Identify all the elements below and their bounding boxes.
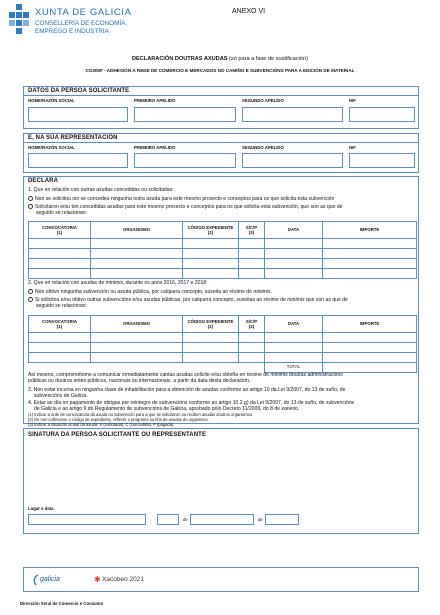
- aids-table-2: [28, 315, 417, 373]
- aids-table-1: [28, 221, 417, 279]
- month-field[interactable]: [190, 514, 254, 525]
- radio-icon[interactable]: [28, 204, 33, 209]
- table-row[interactable]: [29, 269, 417, 279]
- rep-name-label: NOME/RAZÓN SOCIAL: [28, 145, 75, 150]
- place-field[interactable]: [28, 514, 146, 525]
- applicant-surname1-field[interactable]: [134, 107, 236, 122]
- dept-line-1: CONSELLERÍA DE ECONOMÍA,: [35, 20, 128, 27]
- q1-option-no[interactable]: Non se solicitou nin se concedeu ningunha outra axuda para este mesmo proxecto e conceptos para os que solicita esta subvención: [28, 196, 334, 203]
- footer-logos: [23, 567, 419, 592]
- de-sep-1: de: [183, 517, 188, 522]
- applicant-nif-label: NIF: [349, 98, 356, 103]
- footnote-2: (2) De non coñecerse o código de expediente, reflectir o programa ou liña de axudas do organismo.: [28, 417, 209, 422]
- applicant-surname2-field[interactable]: [242, 107, 343, 122]
- declares-heading: DECLARA: [28, 178, 59, 184]
- commitment-text: Así mesmo, comprométome a comunicar inmediatamente cantas axudas solicite e/ou obteña en réxime de minimis doutras administracións públicas ou doutros entes públicos, nacionais ou internacionais, a partir da data desta declaración.: [28, 372, 343, 384]
- table-row[interactable]: [29, 239, 417, 249]
- col-data: DATA: [265, 222, 323, 239]
- directorate-name: Dirección Xeral de Comercio e Consumo: [20, 601, 104, 606]
- declares-section: [23, 176, 419, 427]
- xacobeo-star-icon: ✱: [94, 575, 101, 584]
- galicia-swoosh-icon: [32, 574, 40, 586]
- org-name: XUNTA DE GALICIA: [35, 7, 132, 18]
- rep-surname1-field[interactable]: [134, 153, 236, 168]
- rep-name-field[interactable]: [28, 153, 128, 168]
- de-sep-2: de: [258, 517, 263, 522]
- radio-icon[interactable]: [28, 297, 33, 302]
- col-convocatoria: CONVOCATORIA (1): [29, 316, 91, 333]
- table-row[interactable]: [29, 353, 417, 363]
- xunta-cross-icon: [8, 2, 30, 36]
- q1-option-yes[interactable]: Solicitaron e/ou ten concedidas axudas para este mesmo proxecto e conceptos para os que solicita esta subvención, que son as que de seguido se relacionan:: [28, 204, 416, 217]
- applicant-name-field[interactable]: [28, 107, 128, 122]
- form-title: [0, 56, 440, 62]
- table-row[interactable]: [29, 249, 417, 259]
- form-subtitle: CO300F - ADHESIÓN Á REDE DE COMERCIO E MERCADOS NO CAMIÑO E SUBVENCIÓNS PARA A EDICIÓN DE MATERIAL: [85, 68, 355, 73]
- table-row[interactable]: [29, 259, 417, 269]
- rep-surname1-label: PRIMEIRO APELIDO: [134, 145, 176, 150]
- q1-text: 1. Que en relación con outras axudas concedidas ou solicitadas:: [28, 187, 174, 193]
- table-row[interactable]: [29, 343, 417, 353]
- signature-section: [23, 428, 419, 534]
- rep-surname2-field[interactable]: [242, 153, 343, 168]
- col-scp: S/C/P (3): [239, 222, 265, 239]
- applicant-surname1-label: PRIMEIRO APELIDO: [134, 98, 176, 103]
- form-title-note: (só para a fase de xustificación): [229, 56, 309, 62]
- col-organismo: ORGANISMO: [91, 316, 183, 333]
- day-field[interactable]: [157, 514, 179, 525]
- q2-option-yes[interactable]: Si solicitou e/ou obtivo outras subvencións e/ou axudas públicas, por calquera concepto, suxeitas ao réxime de minimis que son as que de seguido se relacionan:: [28, 297, 416, 310]
- applicant-nif-field[interactable]: [349, 107, 415, 122]
- dept-line-2: EMPREGO E INDUSTRIA: [35, 28, 109, 35]
- representative-section: [23, 133, 419, 173]
- col-codigo: CÓDIGO EXPEDIENTE (2): [183, 222, 239, 239]
- comma-sep: ,: [150, 517, 152, 522]
- col-codigo: CÓDIGO EXPEDIENTE (2): [183, 316, 239, 333]
- declaration-3: 3. Non estar incursa en ningunha clase de inhabilitación para a obtención de axudas conforme ao artigo 10 da Lei 9/2007, do 13 de xuño, de subvencións de Galicia.: [28, 387, 346, 399]
- annex-label: ANEXO VI: [232, 8, 266, 15]
- col-data: DATA: [265, 316, 323, 333]
- q2-text: 2. Que en relación con axudas de minimis, durante os anos 2016, 2017 e 2018:: [28, 280, 208, 286]
- representative-heading: E, NA SÚA REPRESENTACIÓN: [24, 134, 418, 143]
- total-field[interactable]: [323, 363, 417, 373]
- col-convocatoria: CONVOCATORIA (1): [29, 222, 91, 239]
- total-row: [29, 363, 417, 373]
- radio-icon[interactable]: [28, 289, 33, 294]
- q2-option-no[interactable]: Non obtivo ningunha subvención ou axuda pública, por calquera concepto, suxeita ao réxime de minimis.: [28, 289, 272, 296]
- xunta-logo: [8, 2, 30, 36]
- col-scp: S/C/P (3): [239, 316, 265, 333]
- col-importe: IMPORTE: [323, 222, 417, 239]
- table-row[interactable]: [29, 333, 417, 343]
- xacobeo-logo: ✱ Xacobeo 2021: [94, 575, 145, 584]
- footnote-1: (1) Indicar a orde de convocatoria da axuda ou subvención para a que se solicitaron ou reciben axudas doutros organismos.: [28, 412, 254, 417]
- footnote-3: (3) Indicar a situación actual da axuda: S (solicitada), C (concedida), P (pagada).: [28, 422, 175, 427]
- place-date-label: Lugar e data: [28, 506, 54, 511]
- rep-surname2-label: SEGUNDO APELIDO: [242, 145, 284, 150]
- galicia-logo: galicia: [32, 574, 60, 586]
- col-importe: IMPORTE: [323, 316, 417, 333]
- radio-icon[interactable]: [28, 196, 33, 201]
- applicant-section: [23, 86, 419, 129]
- rep-nif-field[interactable]: [349, 153, 415, 168]
- rep-nif-label: NIF: [349, 145, 356, 150]
- col-organismo: ORGANISMO: [91, 222, 183, 239]
- form-title-main: DECLARACIÓN DOUTRAS AXUDAS: [131, 56, 228, 62]
- total-label: TOTAL: [265, 363, 323, 373]
- applicant-heading: DATOS DA PERSOA SOLICITANTE: [24, 87, 418, 96]
- applicant-name-label: NOME/RAZÓN SOCIAL: [28, 98, 75, 103]
- applicant-surname2-label: SEGUNDO APELIDO: [242, 98, 284, 103]
- year-field[interactable]: [265, 514, 299, 525]
- declaration-4: 4. Estar ao día no pagamento de obrigas por reintegro de subvencións conforme ao artigo 10.2.g) da Lei 9/2007, do 13 de xuño, de subvencións de Galicia e ao artigo 9 do Regulamento de subvencións de Galicia, aprobado polo Decreto 11/2009, do 8 de xaneiro.: [28, 400, 355, 412]
- signature-heading: SINATURA DA PERSOA SOLICITANTE OU REPRESENTANTE: [28, 432, 207, 438]
